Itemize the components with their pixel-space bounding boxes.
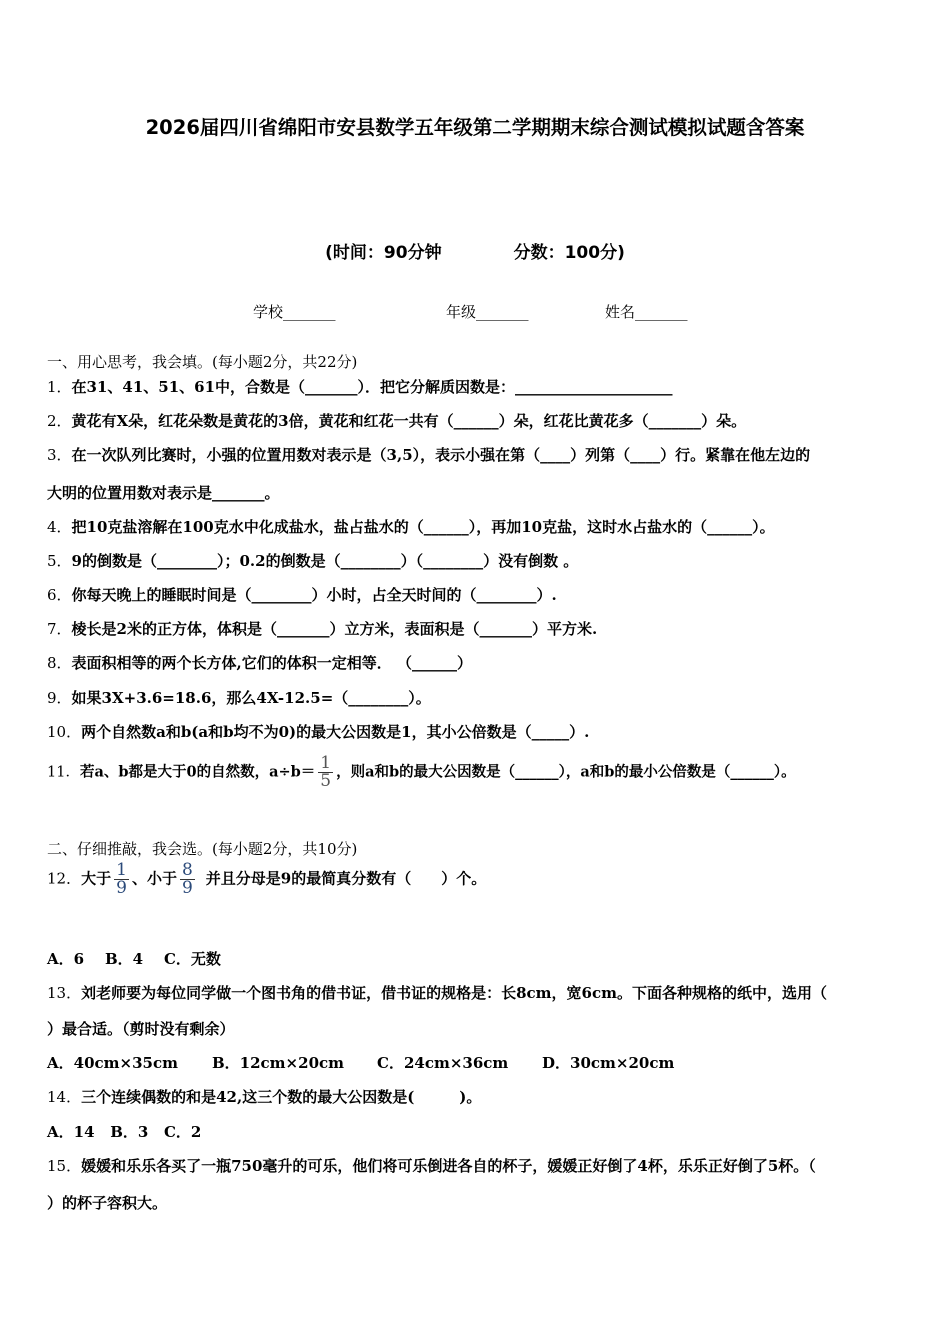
- question-8: [47, 652, 472, 673]
- exam-time: (时间：90分钟: [325, 243, 442, 263]
- question-text: 在31、41、51、61中，合数是（_______）．把它分解质因数是：_____________________: [71, 378, 673, 396]
- question-text: 三个连续偶数的和是42,这三个数的最大公因数是( )。: [81, 1088, 482, 1106]
- question-13: [47, 982, 827, 1003]
- question-text: 、小于: [131, 869, 177, 888]
- question-text: 刘老师要为每位同学做一个图书角的借书证，借书证的规格是：长8cm，宽6cm。下面各种规格的纸中，选用（: [81, 984, 827, 1002]
- option-c[interactable]: C．无数: [163, 950, 221, 968]
- question-11: [47, 755, 796, 790]
- question-number: 13．: [47, 984, 82, 1002]
- fraction-one-fifth: [318, 755, 333, 790]
- question-10: [47, 721, 589, 742]
- question-text: ，则a和b的最大公因数是（______），a和b的最小公倍数是（______）。: [336, 763, 796, 781]
- page-title: 2026届四川省绵阳市安县数学五年级第二学期期末综合测试模拟试题含答案: [145, 116, 805, 139]
- question-text: 若a、b都是大于0的自然数，a÷b＝: [79, 763, 316, 781]
- question-4: [47, 516, 775, 537]
- question-text: 两个自然数a和b(a和b均不为0)的最大公因数是1，其小公倍数是（_____）.: [81, 723, 590, 741]
- question-number: 10．: [47, 723, 82, 741]
- question-number: 4．: [47, 518, 72, 536]
- option-b[interactable]: B．4: [104, 950, 144, 968]
- question-number: 1．: [47, 378, 72, 396]
- question-text: 黄花有X朵，红花朵数是黄花的3倍，黄花和红花一共有（______）朵，红花比黄花多（_______）朵。: [71, 412, 747, 430]
- question-text: 并且分母是9的最简真分数有（ ）个。: [205, 869, 487, 888]
- question-number: 2．: [47, 412, 72, 430]
- question-1: [47, 376, 673, 397]
- option-b[interactable]: B．12cm×20cm: [212, 1054, 345, 1072]
- fraction-denominator: 9: [181, 878, 193, 898]
- fraction-numerator: 8: [181, 860, 193, 880]
- exam-info: [0, 238, 950, 263]
- question-number: 3．: [47, 446, 72, 464]
- fraction-numerator: 1: [116, 860, 127, 880]
- option-a[interactable]: A．40cm×35cm: [47, 1054, 178, 1072]
- option-a[interactable]: A．6: [47, 950, 85, 968]
- question-number: 12．: [47, 869, 82, 888]
- option-a[interactable]: A．14: [47, 1123, 95, 1141]
- question-number: 8．: [47, 654, 72, 672]
- fraction-eight-ninths: [180, 862, 195, 897]
- question-3: [47, 444, 810, 465]
- question-number: 6．: [47, 586, 72, 604]
- fraction-one-ninth: [114, 862, 129, 897]
- option-c[interactable]: C．2: [163, 1123, 202, 1141]
- question-13-options: [47, 1052, 674, 1073]
- question-text: 媛媛和乐乐各买了一瓶750毫升的可乐，他们将可乐倒进各自的杯子，媛媛正好倒了4杯，乐乐正好倒了5杯。（: [81, 1157, 816, 1175]
- question-number: 15．: [47, 1157, 82, 1175]
- question-7: [47, 618, 597, 639]
- question-5: [47, 550, 578, 571]
- question-number: 7．: [47, 620, 72, 638]
- question-text: 在一次队列比赛时，小强的位置用数对表示是（3,5），表示小强在第（____）列第（____）行。紧靠在他左边的: [71, 446, 811, 464]
- question-text: 表面积相等的两个长方体,它们的体积一定相等． （______）: [71, 654, 472, 672]
- question-15-continued: ）的杯子容积大。: [47, 1194, 168, 1212]
- option-b[interactable]: B．3: [110, 1123, 149, 1141]
- question-12-options: [47, 948, 221, 969]
- question-text: 9的倒数是（________）；0.2的倒数是（________）（________）没有倒数 。: [71, 552, 579, 570]
- question-13-continued: ）最合适。（剪时没有剩余）: [47, 1020, 235, 1038]
- fraction-denominator: 5: [320, 771, 332, 791]
- question-9: [47, 687, 431, 708]
- question-text: 棱长是2米的正方体，体积是（_______）立方米，表面积是（_______）平方米.: [71, 620, 598, 638]
- question-number: 5．: [47, 552, 72, 570]
- question-6: [47, 584, 557, 605]
- option-d[interactable]: D．30cm×20cm: [542, 1054, 675, 1072]
- question-12: [47, 862, 486, 897]
- fraction-numerator: 1: [320, 753, 332, 773]
- section-1-heading: 一、用心思考，我会填。(每小题2分，共22分): [47, 353, 358, 371]
- fraction-denominator: 9: [116, 878, 127, 898]
- exam-score: 分数：100分): [513, 243, 625, 263]
- question-number: 9．: [47, 689, 72, 707]
- question-number: 14．: [47, 1088, 82, 1106]
- school-field: 学校_______: [253, 303, 336, 321]
- question-14-options: [47, 1121, 201, 1142]
- grade-field: 年级_______: [446, 303, 529, 321]
- question-3-continued: 大明的位置用数对表示是_______。: [47, 484, 280, 502]
- question-number: 11．: [47, 764, 80, 781]
- question-14: [47, 1086, 481, 1107]
- question-2: [47, 410, 746, 431]
- question-text: 你每天晚上的睡眠时间是（________）小时，占全天时间的（________）.: [71, 586, 557, 604]
- name-field: 姓名_______: [605, 303, 688, 321]
- section-2-heading: 二、仔细推敲，我会选。(每小题2分，共10分): [47, 840, 358, 858]
- question-text: 如果3X+3.6=18.6，那么4X-12.5=（________）。: [71, 689, 431, 707]
- question-15: [47, 1155, 816, 1176]
- question-text: 把10克盐溶解在100克水中化成盐水，盐占盐水的（______），再加10克盐，这时水占盐水的（______）。: [71, 518, 775, 536]
- option-c[interactable]: C．24cm×36cm: [377, 1054, 509, 1072]
- question-text: 大于: [81, 869, 112, 888]
